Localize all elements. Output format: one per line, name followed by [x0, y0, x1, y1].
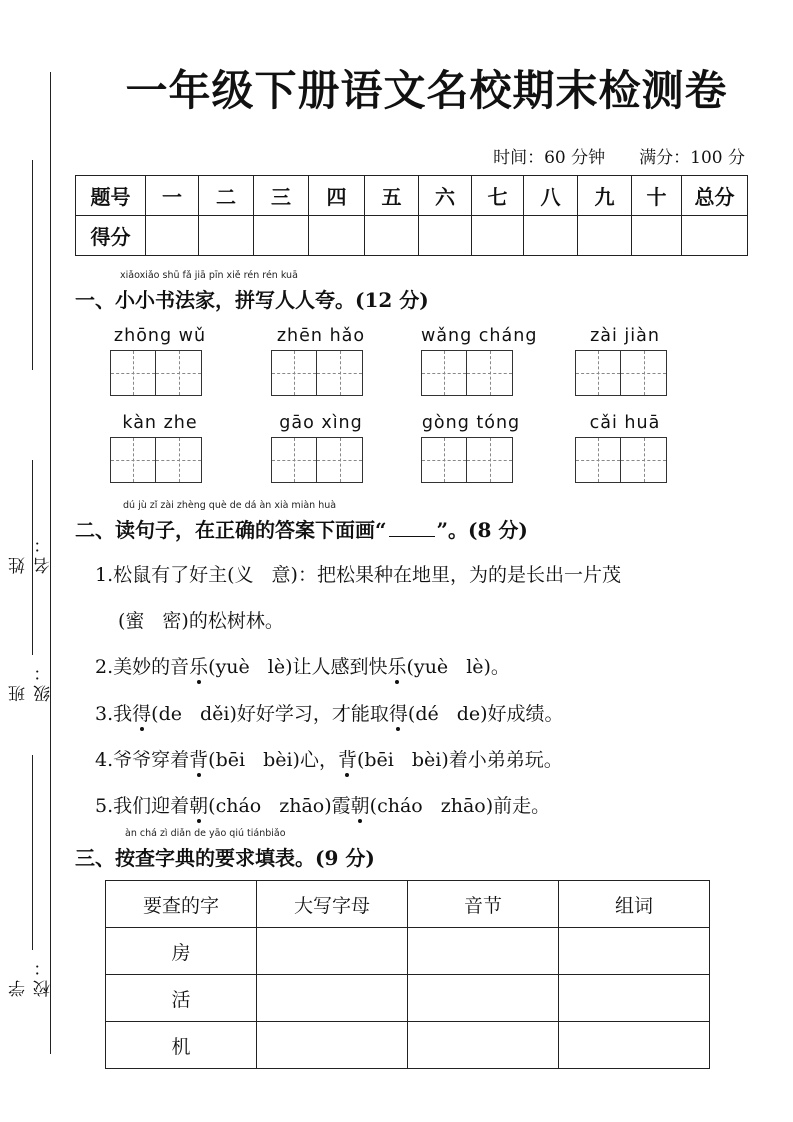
tian-cell[interactable] — [467, 437, 513, 483]
tian-cell[interactable] — [421, 350, 467, 396]
option-text[interactable]: bèi)心， — [263, 749, 338, 771]
underline-blank — [389, 536, 435, 537]
sentence-text: 5.我们迎着 — [95, 795, 190, 817]
section-2-pinyin-guide: dú jù zǐ zài zhèng què de dá àn xià miàn huà — [123, 500, 337, 511]
writing-grid[interactable] — [421, 350, 521, 396]
score-header-cell: 题号 — [76, 176, 146, 216]
score-header-cell: 一 — [146, 176, 199, 216]
section-1-pinyin-guide: xiǎoxiǎo shū fǎ jiā pīn xiě rén rén kuā — [120, 270, 298, 281]
score-cell[interactable] — [472, 216, 524, 256]
option-text[interactable]: (yuè — [208, 656, 250, 678]
pinyin-text: wǎng cháng — [421, 326, 538, 346]
answer-cell[interactable] — [257, 1022, 408, 1069]
table-header-cell: 大写字母 — [257, 881, 408, 928]
dotted-char: 乐 — [388, 652, 407, 679]
score-header-cell: 三 — [254, 176, 309, 216]
pinyin-item — [575, 326, 675, 396]
tian-cell[interactable] — [271, 350, 317, 396]
tian-cell[interactable] — [621, 350, 667, 396]
tian-cell[interactable] — [317, 350, 363, 396]
option-text[interactable]: (yuè — [406, 656, 449, 678]
pinyin-item — [271, 326, 371, 396]
section-2-title-end: ”。(8 分) — [436, 518, 528, 542]
option-text[interactable]: lè)。 — [466, 656, 510, 678]
tian-cell[interactable] — [421, 437, 467, 483]
pinyin-item — [110, 413, 210, 483]
school-label: 学校： — [9, 955, 54, 997]
exam-time: 时间：60 分钟 — [493, 148, 606, 168]
score-header-cell: 九 — [578, 176, 632, 216]
score-header-cell: 六 — [419, 176, 472, 216]
dotted-char: 得 — [389, 699, 408, 726]
pinyin-text: gāo xìng — [279, 413, 363, 433]
score-header-cell: 五 — [365, 176, 419, 216]
name-label: 姓名： — [9, 532, 54, 574]
sentence-1-line-1 — [95, 560, 621, 587]
option-text[interactable]: (cháo — [369, 795, 423, 817]
pinyin-text: zhōng wǔ — [113, 326, 207, 346]
score-header-cell: 八 — [524, 176, 578, 216]
answer-cell[interactable] — [559, 1022, 710, 1069]
school-underline — [32, 755, 33, 950]
score-cell[interactable] — [365, 216, 419, 256]
sentence-text: 1.松鼠有了好主(义 — [95, 564, 254, 586]
exam-full-score: 满分：100 分 — [639, 148, 745, 168]
answer-cell[interactable] — [408, 1022, 559, 1069]
answer-cell[interactable] — [257, 928, 408, 975]
table-row — [106, 928, 710, 975]
sentence-4 — [95, 745, 563, 772]
tian-cell[interactable] — [271, 437, 317, 483]
dotted-char: 朝 — [351, 791, 370, 818]
tian-cell[interactable] — [317, 437, 363, 483]
sentence-text: 3.我 — [95, 703, 133, 725]
option-text[interactable]: zhāo)霞 — [279, 795, 351, 817]
page-title: 一年级下册语文名校期末检测卷 — [125, 66, 728, 115]
sentence-text: (蜜 — [118, 610, 145, 632]
table-header-cell: 要查的字 — [106, 881, 257, 928]
pinyin-item — [271, 413, 371, 483]
lookup-char: 活 — [106, 975, 257, 1022]
score-row-label: 得分 — [76, 216, 146, 256]
answer-cell[interactable] — [408, 975, 559, 1022]
name-underline — [32, 160, 33, 370]
sentence-text: 密)的松树林。 — [162, 610, 284, 632]
table-header-row — [106, 881, 710, 928]
score-cell[interactable] — [199, 216, 254, 256]
pinyin-item — [110, 326, 210, 396]
score-cell[interactable] — [682, 216, 748, 256]
table-row — [106, 975, 710, 1022]
section-3-pinyin-guide: àn chá zì diǎn de yāo qiú tiánbiǎo — [125, 828, 286, 839]
class-underline — [32, 460, 33, 655]
dotted-char: 背 — [338, 745, 357, 772]
score-cell[interactable] — [578, 216, 632, 256]
answer-cell[interactable] — [257, 975, 408, 1022]
answer-cell[interactable] — [408, 928, 559, 975]
sentence-1-line-2 — [118, 606, 284, 633]
tian-cell[interactable] — [621, 437, 667, 483]
section-3-title: 三、按查字典的要求填表。(9 分) — [75, 846, 375, 870]
tian-cell[interactable] — [467, 350, 513, 396]
option-text[interactable]: bèi)着小弟弟玩。 — [411, 749, 563, 771]
exam-meta — [493, 143, 745, 168]
section-2-title-start: 二、读句子，在正确的答案下面画“ — [75, 518, 387, 542]
dotted-char: 背 — [189, 745, 208, 772]
lookup-char: 机 — [106, 1022, 257, 1069]
writing-grid[interactable] — [110, 350, 210, 396]
pinyin-item — [421, 413, 521, 483]
writing-grid[interactable] — [110, 437, 210, 483]
option-text[interactable]: (bēi — [208, 749, 246, 771]
pinyin-text: zhēn hǎo — [276, 326, 366, 346]
option-text[interactable]: de)好成绩。 — [456, 703, 564, 725]
score-cell[interactable] — [524, 216, 578, 256]
writing-grid[interactable] — [575, 437, 675, 483]
lookup-char: 房 — [106, 928, 257, 975]
table-header-cell: 组词 — [559, 881, 710, 928]
option-text[interactable]: (cháo — [208, 795, 262, 817]
score-header-cell: 总分 — [682, 176, 748, 216]
sentence-5 — [95, 791, 550, 818]
score-input-row — [76, 216, 748, 256]
option-text[interactable]: (de — [151, 703, 182, 725]
score-table — [75, 175, 748, 256]
table-header-cell: 音节 — [408, 881, 559, 928]
tian-cell[interactable] — [110, 437, 156, 483]
pinyin-text: gòng tóng — [421, 413, 521, 433]
option-text[interactable]: zhāo)前走。 — [440, 795, 551, 817]
section-2-title — [75, 514, 528, 543]
section-1-title: 一、小小书法家，拼写人人夸。(12 分) — [75, 288, 429, 312]
option-text[interactable]: (dé — [407, 703, 439, 725]
pinyin-text: cǎi huā — [589, 413, 661, 433]
score-header-row — [76, 176, 748, 216]
dotted-char: 朝 — [189, 791, 208, 818]
pinyin-text: kàn zhe — [122, 413, 198, 433]
sentence-2 — [95, 652, 510, 679]
answer-cell[interactable] — [559, 928, 710, 975]
score-header-cell: 七 — [472, 176, 524, 216]
score-header-cell: 十 — [632, 176, 682, 216]
writing-grid[interactable] — [271, 437, 371, 483]
table-row — [106, 1022, 710, 1069]
score-header-cell: 四 — [309, 176, 365, 216]
option-text[interactable]: (bēi — [356, 749, 394, 771]
score-header-cell: 二 — [199, 176, 254, 216]
tian-cell[interactable] — [575, 437, 621, 483]
writing-grid[interactable] — [575, 350, 675, 396]
score-cell[interactable] — [146, 216, 199, 256]
answer-cell[interactable] — [559, 975, 710, 1022]
dotted-char: 乐 — [189, 652, 208, 679]
pinyin-item — [575, 413, 675, 483]
tian-cell[interactable] — [156, 437, 202, 483]
pinyin-text: zài jiàn — [590, 326, 660, 346]
writing-grid[interactable] — [421, 437, 521, 483]
tian-cell[interactable] — [110, 350, 156, 396]
option-text[interactable]: děi)好好学习，才能取 — [199, 703, 389, 725]
tian-cell[interactable] — [575, 350, 621, 396]
writing-grid[interactable] — [271, 350, 371, 396]
option-text[interactable]: lè)让人感到快 — [267, 656, 388, 678]
dotted-char: 得 — [132, 699, 151, 726]
tian-cell[interactable] — [156, 350, 202, 396]
dictionary-table — [105, 880, 710, 1069]
score-cell[interactable] — [309, 216, 365, 256]
sentence-3 — [95, 699, 564, 726]
sentence-text: 4.爷爷穿着 — [95, 749, 190, 771]
sentence-text: 意)：把松果种在地里，为的是长出一片茂 — [271, 564, 621, 586]
pinyin-item — [421, 326, 538, 396]
sentence-text: 2.美妙的音 — [95, 656, 190, 678]
class-label: 班级： — [9, 660, 54, 702]
score-cell[interactable] — [419, 216, 472, 256]
score-cell[interactable] — [632, 216, 682, 256]
score-cell[interactable] — [254, 216, 309, 256]
